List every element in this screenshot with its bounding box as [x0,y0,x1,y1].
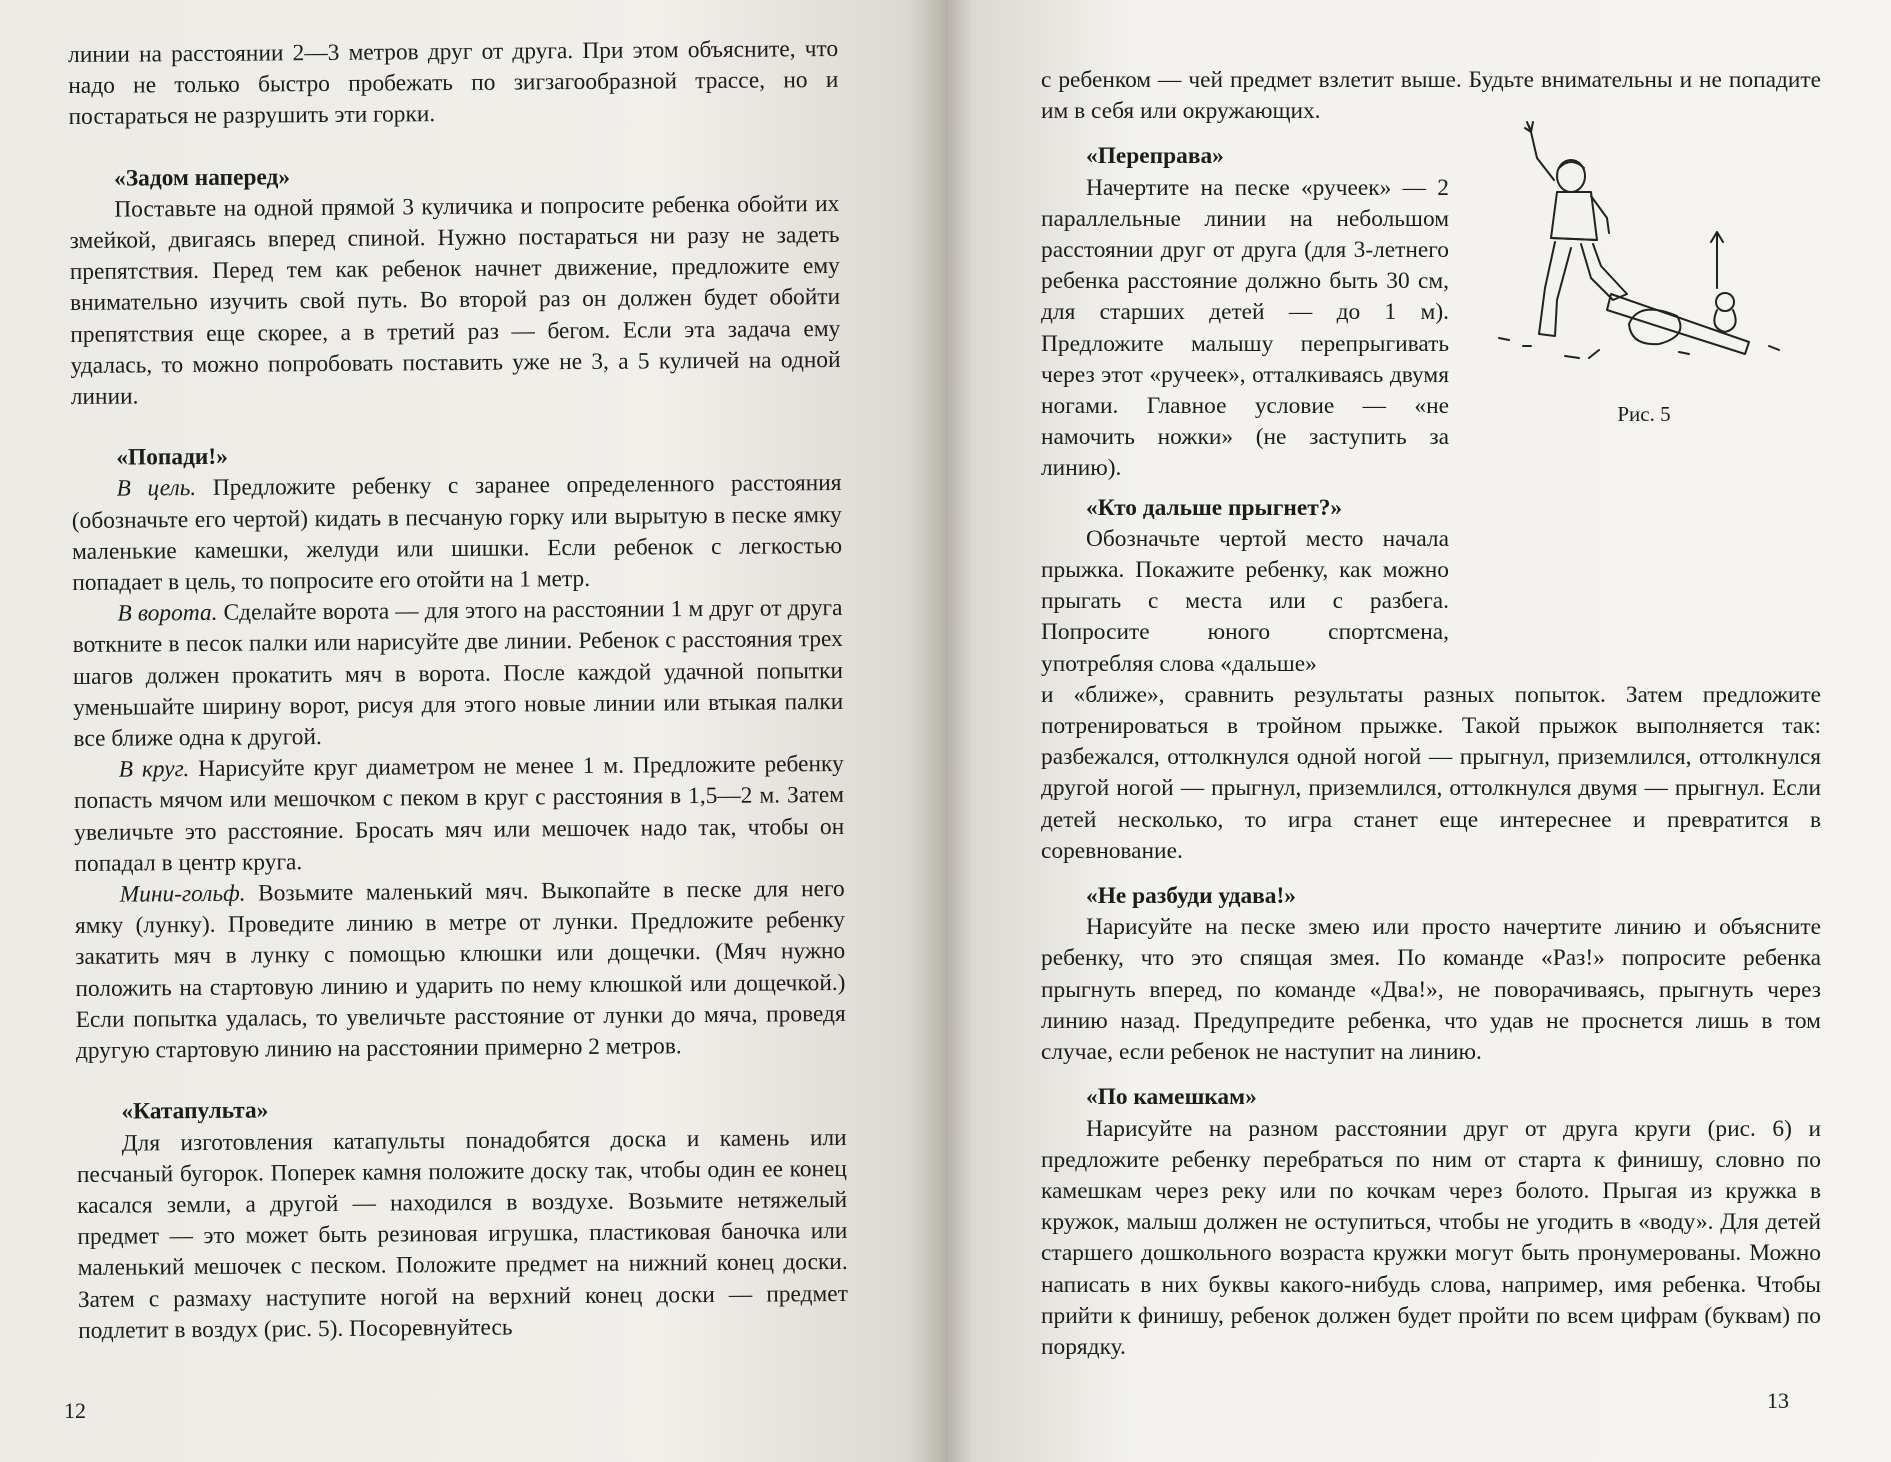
paragraph: Для изготовления катапульты понадобятся доска и камень или песчаный бугорок. Поперек камня положите доску так, чтобы один ее конец касался земли, а другой — находился в воздухе. Возьмите нетяжелый предмет — это может быть резиновая игрушка, пластиковая баночка или маленький мешочек с песком. Положите предмет на нижний конец доски. Затем с размаху наступите ногой на верхний конец доски — предмет подлетит в воздух (рис. 5). Посоревнуйтесь [76,1124,848,1344]
italic-lead: Мини-гольф. [119,880,246,908]
left-page-text [68,34,848,1347]
paragraph [75,874,846,1067]
paragraph: линии на расстоянии 2—3 метров друг от друга. При этом объясните, что надо не только быстро пробежать по зигзагообразной трассе, но и постараться не разрушить эти горки. [68,35,839,131]
paragraph: Обозначьте чертой место начала прыжка. Покажите ребенку, как можно прыгать с места или с разбега. Попросите юного спортсмена, употребляя слова «дальше» [1041,525,1449,677]
page-number: 13 [1767,1388,1789,1413]
right-page [945,0,1891,1462]
paragraph: и «ближе», сравнить результаты разных попыток. Затем предложите потренироваться в тройном прыжке. Такой прыжок выполняется так: разбежался, оттолкнулся одной ногой — прыгнул, приземлился, оттолкнулся другой ногой — прыгнул, приземлился, оттолкнулся двумя — прыгнул. Если детей несколько, то игра станет еще интереснее и превратится в соревнование. [1041,681,1821,864]
paragraph-body: Предложите ребенку с заранее определенного расстояния (обозначьте его чертой) кидать в песчаную горку или вырытую в песке ямку маленькие камешки, желуди или шишки. Если ребенок с легкостью попадает в цель, то попросите его отойти на 1 метр. [71,470,843,597]
section-heading: «Кто дальше прыгнет?» [1086,494,1343,521]
paragraph: Нарисуйте на песке змею или просто начертите линию и объясните ребенку, что это спящая змея. По команде «Раз!» попросите ребенка прыгнуть вперед, по команде «Два!», не поворачиваясь, прыгнуть через линию назад. Предупредите ребенка, что удав не проснется лишь в том случае, если ребенок не наступит на линию. [1041,914,1821,1066]
italic-lead: В ворота. [117,600,218,627]
paragraph: Нарисуйте на разном расстоянии друг от друга круги (рис. 6) и предложите ребенку перебраться по ним от старта к финишу, словно по камешкам через реку или по кочкам через болото. Прыгая из кружка в кружок, малыш должен не оступиться, чтобы не угодить в «воду». Для детей старшего дошкольного возраста кружки могут быть пронумерованы. Можно написать в них буквы какого-нибудь слова, например, имя ребенка. Чтобы прийти к финишу, ребенок должен будет пройти по всем цифрам (буквам) по порядку. [1041,1115,1821,1360]
paragraph-body: Сделайте ворота — для этого на расстоянии 1 м друг от друга воткните в песок палки или нарисуйте две линии. Ребенок с расстояния трех шагов должен прокатить мяч в ворота. После каждой удачной попытки уменьшайте ширину ворот, рисуя для этого новые линии или втыкая палки все ближе одна к другой. [72,595,844,753]
paragraph [71,468,842,599]
section-heading: «Задом наперед» [113,163,291,192]
paragraph: с ребенком — чей предмет взлетит выше. Будьте внимательны и не попадите им в себя или окружающих. [1041,67,1821,125]
section-heading: «Переправа» [1086,143,1224,170]
page-number: 12 [64,1398,86,1423]
paragraph: Поставьте на одной прямой 3 куличика и попросите ребенка обойти их змейкой, двигаясь вперед спиной. Нужно постараться ни разу не задеть препятствия. Перед тем как ребенок начнет движение, предложите ему внимательно изучить свой путь. Во второй раз он должен будет обойти препятствия еще скорее, а в третий раз — бегом. Если эта задача ему удалась, то можно попробовать поставить уже не 3, а 5 куличей на одной линии. [69,190,841,411]
paragraph: Начертите на песке «ручеек» — 2 параллельные линии на небольшом расстоянии друг от друга (для 3-летнего ребенка расстояние должно быть 30 см, для старших детей — до 1 м). Предложите малышу перепрыгивать через этот «ручеек», отталкиваясь двумя ногами. Главное условие — «не намочить ножки» (не заступить за линию). [1041,174,1449,482]
left-page [0,0,945,1462]
section-heading: «По камешкам» [1086,1084,1257,1111]
section-heading: «Попади!» [116,443,228,471]
section-heading: «Катапульта» [121,1097,269,1125]
italic-lead: В цель. [116,475,197,503]
figure-caption: Рис. 5 [1617,402,1671,426]
boy-on-seesaw-illustration [1479,88,1809,388]
catapult-figure [1479,88,1809,448]
italic-lead: В круг. [118,756,190,783]
paragraph-body: Нарисуйте круг диаметром не менее 1 м. Предложите ребенку попасть мячом или мешочком с пеком в круг с расстояния в 1,5—2 м. Затем увеличьте это расстояние. Бросать мяч или мешочек надо так, чтобы он попадал в центр круга. [73,751,845,877]
section-heading: «Не разбуди удава!» [1086,883,1296,910]
paragraph [74,749,845,880]
paragraph-body: Возьмите маленький мяч. Выкопайте в песке для него ямку (лунку). Проведите линию в метре от лунки. Предложите ребенку закатить мяч в лунку с помощью клюшки или дощечки. (Мяч нужно положить на стартовую линию и ударить по нему клюшкой или дощечкой.) Если попытка удалась, то увеличьте расстояние от лунки до мяча, проведя другую стартовую линию на расстоянии примерно 2 метров. [74,876,846,1065]
paragraph [72,593,843,755]
